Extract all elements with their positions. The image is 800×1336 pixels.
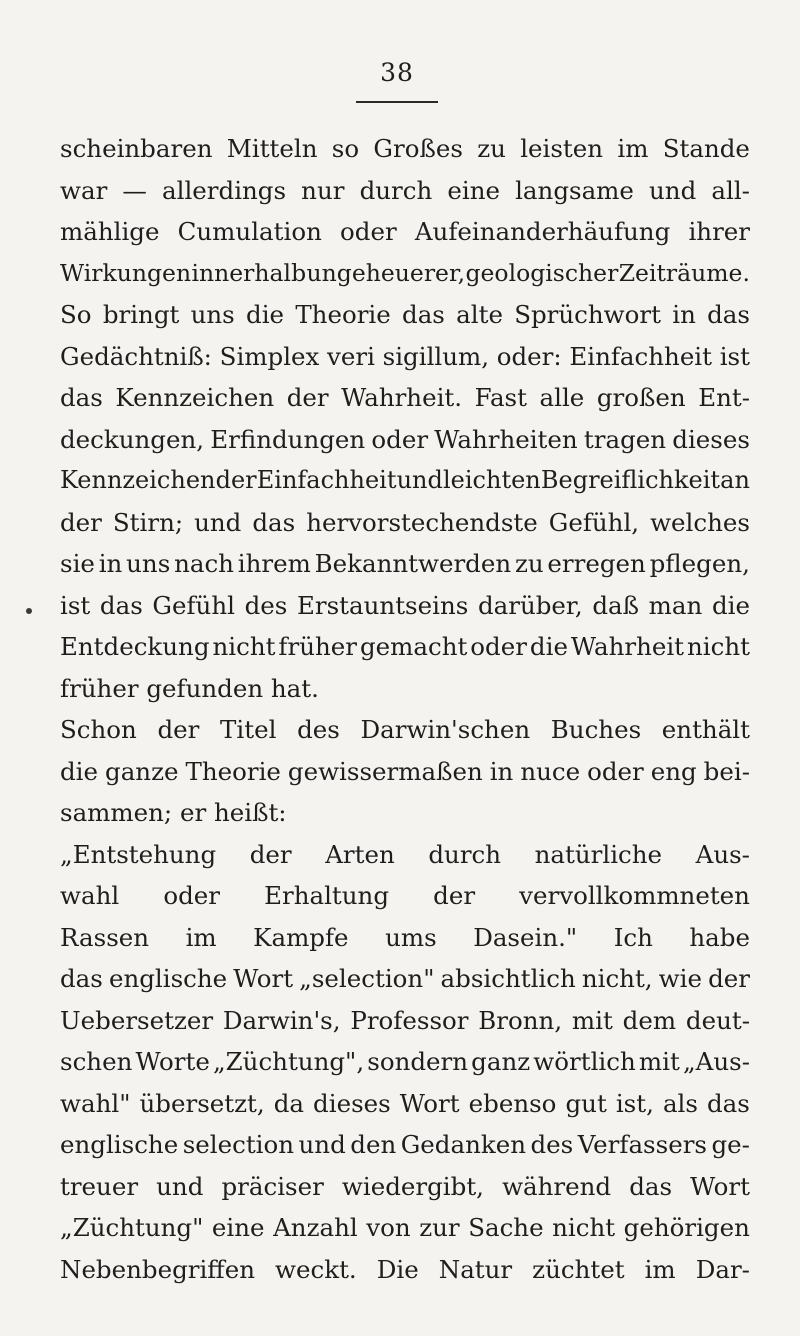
text-line: die ganze Theorie gewissermaßen in nuce oder eng bei- — [60, 756, 750, 786]
text-line: der Stirn; und das hervorstechendste Gefühl, welches — [60, 507, 750, 537]
text-line: früher gefunden hat. — [60, 673, 319, 703]
text-line: Gedächtniß: Simplex veri sigillum, oder: Einfachheit ist — [60, 341, 750, 371]
text-line: war — allerdings nur durch eine langsame und all- — [60, 175, 750, 205]
text-line: So bringt uns die Theorie das alte Sprüchwort in das — [60, 300, 750, 329]
body-text — [60, 128, 750, 1290]
text-line: wahl" übersetzt, da dieses Wort ebenso gut ist, als das — [60, 1088, 750, 1118]
text-line: ist das Gefühl des Erstauntseins darüber, daß man die — [60, 590, 750, 620]
text-line: scheinbaren Mitteln so Großes zu leisten im Stande — [60, 134, 750, 163]
text-line: Wirkungen innerhalb ungeheuerer, geologischer Zeiträume. — [60, 258, 750, 287]
page-number-rule — [356, 101, 438, 103]
text-line: treuer und präciser wiedergibt, während das Wort — [60, 1171, 750, 1201]
text-line: Schon der Titel des Darwin'schen Buches enthält — [60, 715, 750, 744]
text-line: „Entstehung der Arten durch natürliche Aus- — [60, 839, 750, 869]
page-number: 38 — [380, 58, 414, 87]
text-line: Nebenbegriffen weckt. Die Natur züchtet im Dar- — [60, 1254, 750, 1284]
margin-mark — [26, 608, 32, 614]
text-line: „Züchtung" eine Anzahl von zur Sache nicht gehörigen — [60, 1213, 750, 1242]
text-line: sie in uns nach ihrem Bekanntwerden zu erregen pflegen, — [60, 549, 750, 578]
text-line: Uebersetzer Darwin's, Professor Bronn, mit dem deut- — [60, 1005, 750, 1035]
text-line: mählige Cumulation oder Aufeinanderhäufung ihrer — [60, 217, 750, 246]
text-line: Rassen im Kampfe ums Dasein." Ich habe — [60, 922, 750, 952]
text-line: das Kennzeichen der Wahrheit. Fast alle großen Ent- — [60, 383, 750, 412]
text-line: das englische Wort „selection" absichtlich nicht, wie der — [60, 964, 750, 993]
text-line: englische selection und den Gedanken des Verfassers ge- — [60, 1130, 750, 1159]
text-line: deckungen, Erfindungen oder Wahrheiten tragen dieses — [60, 424, 750, 454]
text-line: sammen; er heißt: — [60, 798, 287, 827]
text-line: wahl oder Erhaltung der vervollkommneten — [60, 881, 750, 910]
text-line: schen Worte „Züchtung", sondern ganz wörtlich mit „Aus- — [60, 1047, 750, 1076]
text-line: Entdeckung nicht früher gemacht oder die Wahrheit nicht — [60, 632, 750, 661]
text-line: Kennzeichen der Einfachheit und leichten Begreiflichkeit an — [60, 466, 750, 494]
